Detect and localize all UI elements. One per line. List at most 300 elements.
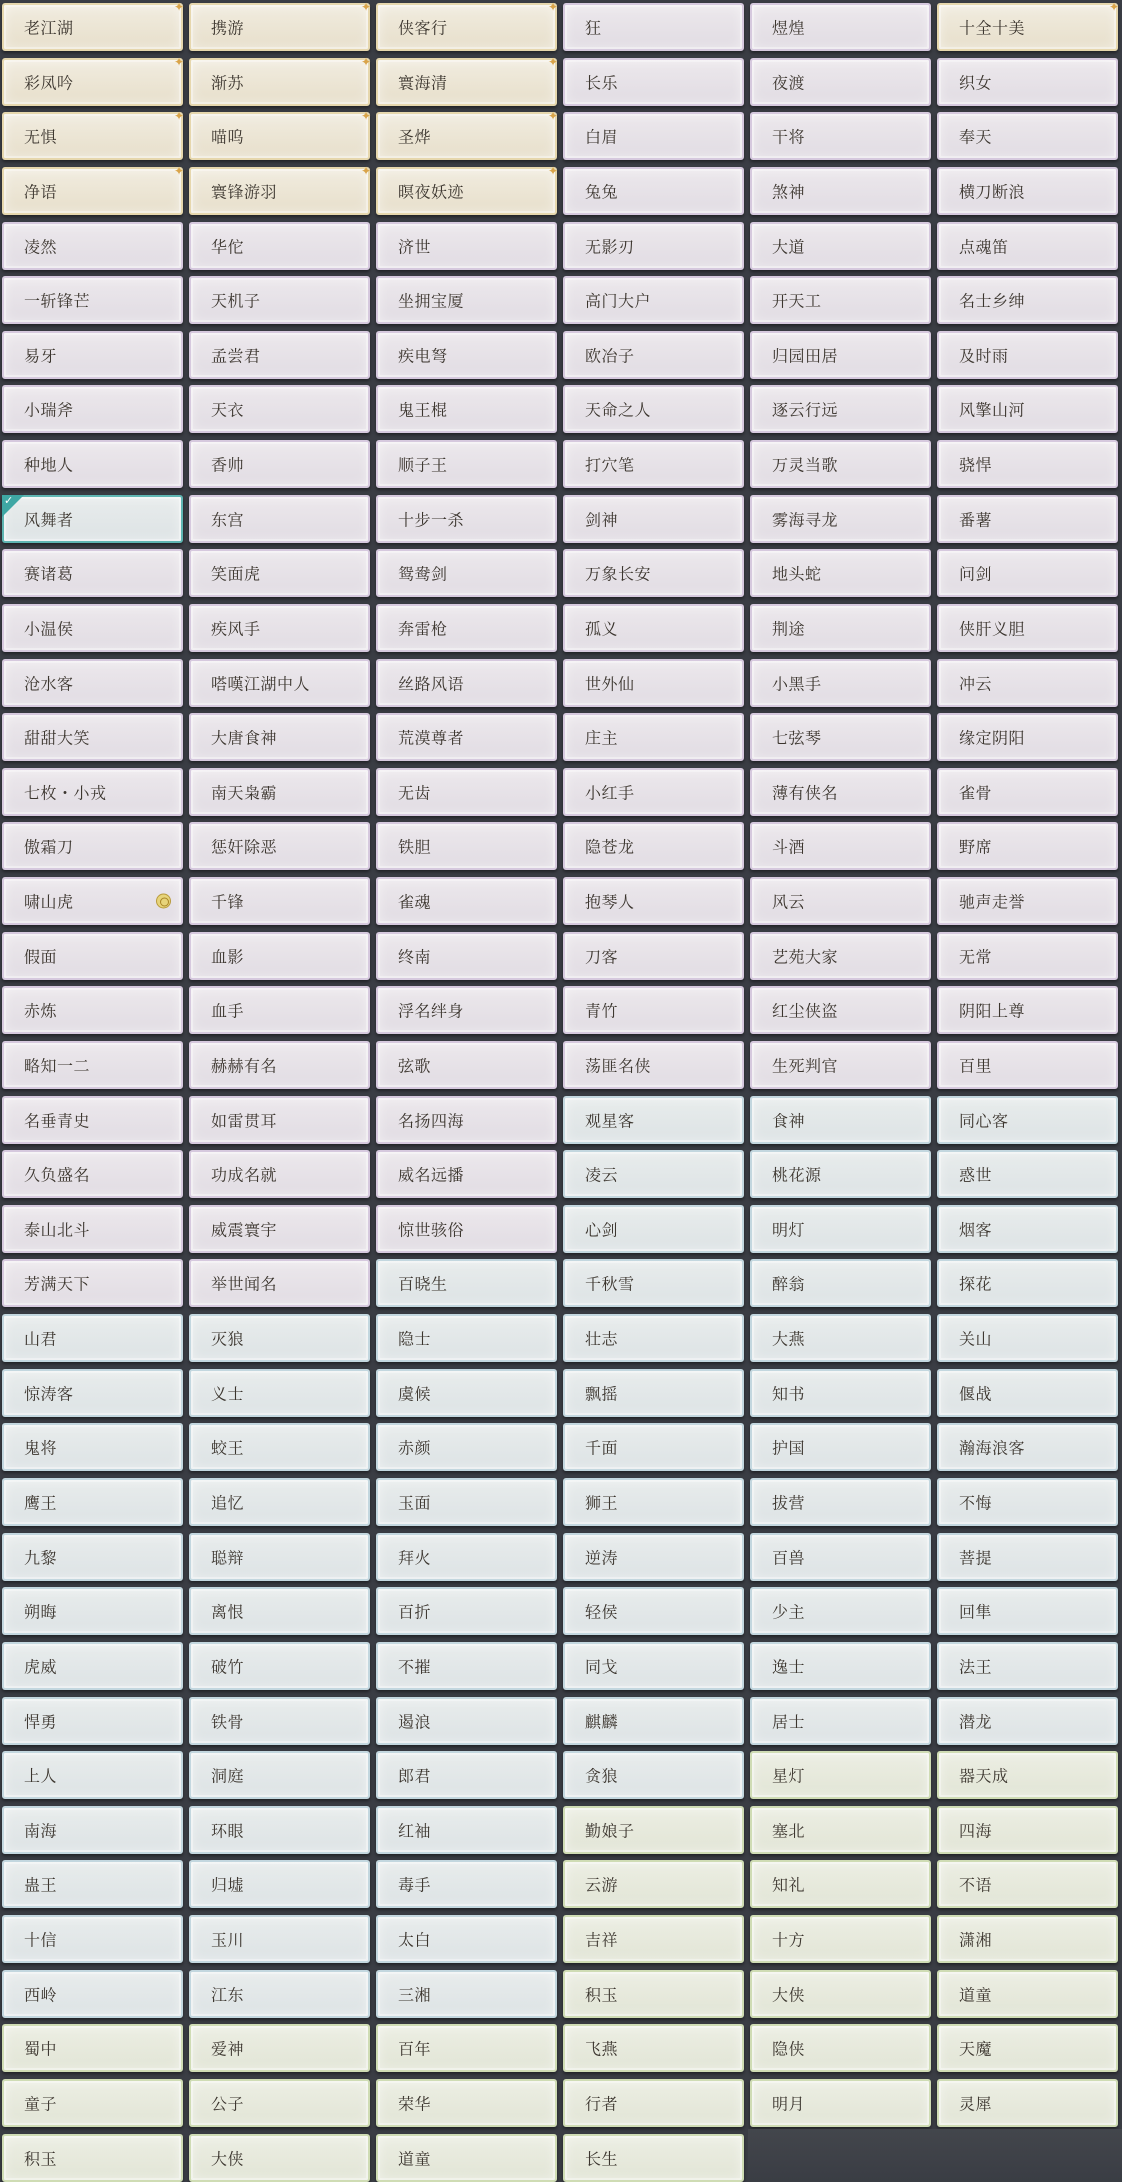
title-tile[interactable] [563, 713, 744, 761]
title-tile[interactable] [937, 1806, 1118, 1854]
title-label: 奔雷枪 [398, 619, 448, 639]
title-tile[interactable] [376, 495, 557, 543]
title-tile[interactable] [189, 713, 370, 761]
title-tile[interactable] [750, 1150, 931, 1198]
title-tile[interactable] [937, 1150, 1118, 1198]
title-tile[interactable] [376, 986, 557, 1034]
title-tile[interactable] [937, 1533, 1118, 1581]
title-label: 天命之人 [585, 400, 652, 420]
title-tile[interactable] [937, 1587, 1118, 1635]
title-tile[interactable] [189, 1478, 370, 1526]
title-label: 剑神 [585, 510, 619, 530]
title-tile[interactable] [2, 1369, 183, 1417]
title-tile[interactable] [937, 495, 1118, 543]
title-label: 鬼将 [24, 1438, 58, 1458]
title-tile[interactable] [563, 1314, 744, 1362]
title-tile[interactable] [750, 1587, 931, 1635]
title-tile[interactable] [376, 877, 557, 925]
title-tile[interactable] [376, 659, 557, 707]
title-tile[interactable] [937, 1697, 1118, 1745]
title-tile[interactable] [937, 659, 1118, 707]
title-tile[interactable] [189, 877, 370, 925]
title-tile[interactable] [750, 877, 931, 925]
title-tile[interactable] [2, 1259, 183, 1307]
title-label: 天机子 [211, 291, 261, 311]
title-tile[interactable] [2, 1806, 183, 1854]
title-tile[interactable] [937, 1478, 1118, 1526]
title-tile[interactable] [563, 986, 744, 1034]
title-tile[interactable] [937, 222, 1118, 270]
title-tile[interactable] [750, 495, 931, 543]
title-tile[interactable] [563, 1806, 744, 1854]
title-tile[interactable] [189, 440, 370, 488]
title-tile[interactable] [2, 768, 183, 816]
title-tile[interactable] [750, 112, 931, 160]
title-tile[interactable] [563, 1096, 744, 1144]
title-tile[interactable] [376, 1423, 557, 1471]
title-label: 鹰王 [24, 1493, 58, 1513]
title-tile[interactable] [189, 276, 370, 324]
title-tile[interactable] [2, 54, 184, 106]
title-tile[interactable] [750, 440, 931, 488]
title-label: 沧水客 [24, 674, 74, 694]
title-tile[interactable] [2, 1751, 183, 1799]
title-tile[interactable] [189, 495, 370, 543]
title-tile[interactable] [189, 986, 370, 1034]
title-label: 不悔 [959, 1493, 993, 1513]
title-tile[interactable] [937, 1259, 1118, 1307]
title-tile[interactable] [2, 1423, 183, 1471]
title-tile[interactable] [563, 112, 744, 160]
title-tile[interactable] [750, 385, 931, 433]
title-tile[interactable] [189, 932, 370, 980]
title-tile[interactable] [563, 1915, 744, 1963]
title-tile[interactable] [563, 1150, 744, 1198]
title-tile[interactable] [937, 385, 1118, 433]
title-tile[interactable] [2, 1205, 183, 1253]
title-tile[interactable] [189, 1150, 370, 1198]
title-tile[interactable] [189, 1369, 370, 1417]
title-tile[interactable] [189, 0, 371, 51]
title-tile[interactable] [563, 1642, 744, 1690]
title-tile[interactable] [189, 331, 370, 379]
title-tile[interactable] [563, 1041, 744, 1089]
title-tile[interactable] [750, 986, 931, 1034]
title-tile[interactable] [189, 659, 370, 707]
title-tile[interactable] [189, 109, 371, 160]
star-icon: ✦ [360, 109, 371, 124]
title-tile[interactable] [2, 440, 183, 488]
title-label: 圣烨 [398, 127, 432, 147]
title-tile[interactable] [563, 385, 744, 433]
title-tile[interactable] [376, 1642, 557, 1690]
title-tile[interactable] [2, 331, 183, 379]
title-tile[interactable] [189, 385, 370, 433]
title-tile[interactable] [937, 112, 1118, 160]
title-tile[interactable] [750, 1369, 931, 1417]
title-tile[interactable] [376, 1697, 557, 1745]
title-tile[interactable] [750, 713, 931, 761]
title-tile[interactable] [189, 2079, 370, 2127]
title-tile[interactable] [937, 1860, 1118, 1908]
title-tile[interactable] [376, 932, 557, 980]
title-tile[interactable] [2, 2134, 183, 2182]
title-tile[interactable] [750, 1970, 931, 2018]
title-tile[interactable] [750, 167, 931, 215]
title-tile[interactable] [189, 1423, 370, 1471]
title-tile[interactable] [2, 109, 184, 160]
title-tile[interactable] [750, 1205, 931, 1253]
title-tile[interactable] [376, 2134, 557, 2182]
title-tile[interactable] [2, 659, 183, 707]
title-tile[interactable] [2, 1642, 183, 1690]
title-label: 凌云 [585, 1165, 619, 1185]
title-tile[interactable] [563, 2134, 744, 2182]
title-tile[interactable] [750, 549, 931, 597]
title-tile[interactable] [563, 1751, 744, 1799]
title-label: 桃花源 [772, 1165, 822, 1185]
title-tile[interactable] [189, 1587, 370, 1635]
title-tile[interactable] [750, 1860, 931, 1908]
title-label: 烟客 [959, 1220, 993, 1240]
title-label: 天衣 [211, 400, 245, 420]
title-tile[interactable] [750, 659, 931, 707]
title-tile[interactable] [750, 331, 931, 379]
title-tile[interactable] [750, 1533, 931, 1581]
title-tile[interactable] [189, 2134, 370, 2182]
title-tile[interactable] [750, 1478, 931, 1526]
title-tile[interactable] [937, 167, 1118, 215]
title-tile[interactable] [376, 1314, 557, 1362]
title-tile[interactable] [563, 549, 744, 597]
title-tile[interactable] [376, 1478, 557, 1526]
title-tile[interactable] [189, 1041, 370, 1089]
title-label: 道童 [398, 2149, 432, 2169]
title-tile[interactable] [2, 1041, 183, 1089]
title-label: 长乐 [585, 73, 619, 93]
title-label: 风云 [772, 892, 806, 912]
title-label: 万灵当歌 [772, 455, 839, 475]
title-label: 惊涛客 [24, 1384, 74, 1404]
title-tile[interactable] [2, 0, 184, 51]
title-tile[interactable] [376, 385, 557, 433]
title-label: 回隼 [959, 1602, 993, 1622]
title-tile[interactable] [189, 1751, 370, 1799]
title-tile[interactable] [189, 1259, 370, 1307]
title-tile[interactable] [563, 167, 744, 215]
title-label: 十步一杀 [398, 510, 465, 530]
title-tile[interactable] [2, 932, 183, 980]
title-label: 名士乡绅 [959, 291, 1026, 311]
title-tile[interactable] [937, 1970, 1118, 2018]
title-tile[interactable] [2, 1697, 183, 1745]
title-tile[interactable] [937, 1096, 1118, 1144]
title-tile[interactable] [189, 604, 370, 652]
title-tile[interactable] [376, 1751, 557, 1799]
title-tile[interactable] [376, 768, 557, 816]
title-tile[interactable] [563, 1860, 744, 1908]
title-tile[interactable] [189, 1970, 370, 2018]
title-tile[interactable] [937, 932, 1118, 980]
title-label: 无惧 [24, 127, 58, 147]
title-tile[interactable] [2, 1533, 183, 1581]
title-tile[interactable] [750, 276, 931, 324]
title-tile[interactable] [2, 163, 184, 215]
title-tile[interactable] [563, 1423, 744, 1471]
title-tile[interactable] [376, 1369, 557, 1417]
title-tile[interactable] [189, 2024, 370, 2072]
title-tile[interactable] [376, 109, 558, 160]
title-tile[interactable] [2, 549, 183, 597]
title-tile[interactable] [376, 1806, 557, 1854]
title-tile[interactable] [937, 276, 1118, 324]
title-tile[interactable] [563, 276, 744, 324]
title-label: 白眉 [585, 127, 619, 147]
title-tile[interactable] [563, 768, 744, 816]
title-tile[interactable] [2, 1587, 183, 1635]
title-label: 潜龙 [959, 1712, 993, 1732]
title-tile[interactable] [189, 1533, 370, 1581]
title-tile[interactable] [937, 1751, 1118, 1799]
title-label: 江东 [211, 1985, 245, 2005]
title-tile[interactable] [563, 58, 744, 106]
title-tile[interactable] [376, 1259, 557, 1307]
title-tile[interactable] [376, 1041, 557, 1089]
title-label: 小红手 [585, 783, 635, 803]
title-tile[interactable] [750, 1806, 931, 1854]
title-tile[interactable] [2, 877, 183, 925]
title-tile[interactable] [2, 986, 183, 1034]
title-tile[interactable] [376, 1587, 557, 1635]
title-tile[interactable] [750, 58, 931, 106]
title-tile[interactable] [750, 2079, 931, 2127]
title-tile[interactable] [376, 604, 557, 652]
title-label: 生死判官 [772, 1056, 839, 1076]
title-label: 拜火 [398, 1548, 432, 1568]
title-tile[interactable] [189, 1096, 370, 1144]
title-tile[interactable] [189, 54, 371, 106]
title-tile[interactable] [376, 549, 557, 597]
title-label: 勤娘子 [585, 1821, 635, 1841]
title-label: 贪狼 [585, 1766, 619, 1786]
title-tile[interactable] [189, 549, 370, 597]
title-tile[interactable] [750, 1642, 931, 1690]
title-label: 疾电弩 [398, 346, 448, 366]
title-label: 惩奸除恶 [211, 837, 278, 857]
title-tile[interactable] [189, 1642, 370, 1690]
title-tile[interactable] [2, 1970, 183, 2018]
title-tile[interactable] [2, 1478, 183, 1526]
title-tile[interactable] [376, 2024, 557, 2072]
title-tile[interactable] [937, 604, 1118, 652]
title-label: 终南 [398, 947, 432, 967]
title-tile[interactable] [750, 1259, 931, 1307]
title-tile[interactable] [376, 1150, 557, 1198]
title-label: 风舞者 [24, 510, 74, 530]
title-tile[interactable] [2, 222, 183, 270]
title-tile[interactable] [563, 1369, 744, 1417]
title-label: 假面 [24, 947, 58, 967]
title-tile[interactable] [376, 1096, 557, 1144]
title-tile[interactable] [750, 1314, 931, 1362]
title-tile[interactable] [937, 1041, 1118, 1089]
title-tile[interactable] [376, 331, 557, 379]
title-tile[interactable] [2, 385, 183, 433]
title-label: 如雷贯耳 [211, 1111, 278, 1131]
title-label: 隐士 [398, 1329, 432, 1349]
title-tile[interactable] [376, 1970, 557, 2018]
title-tile[interactable] [750, 604, 931, 652]
title-tile[interactable] [563, 2079, 744, 2127]
title-tile[interactable] [750, 1697, 931, 1745]
title-tile[interactable] [563, 331, 744, 379]
title-tile[interactable] [376, 822, 557, 870]
title-tile[interactable] [750, 932, 931, 980]
title-tile[interactable] [750, 822, 931, 870]
title-tile[interactable] [376, 1205, 557, 1253]
title-label: 聪辩 [211, 1548, 245, 1568]
title-tile[interactable] [563, 3, 744, 51]
title-tile[interactable] [189, 768, 370, 816]
title-tile[interactable] [937, 986, 1118, 1034]
title-tile[interactable] [937, 1314, 1118, 1362]
title-tile[interactable] [2, 713, 183, 761]
title-tile[interactable] [750, 1423, 931, 1471]
title-tile[interactable] [937, 2079, 1118, 2127]
title-label: 雾海寻龙 [772, 510, 839, 530]
title-tile[interactable] [937, 331, 1118, 379]
title-tile[interactable] [750, 222, 931, 270]
title-tile[interactable] [2, 1860, 183, 1908]
title-tile[interactable] [189, 822, 370, 870]
title-tile[interactable] [376, 713, 557, 761]
title-tile[interactable] [750, 1096, 931, 1144]
title-tile[interactable] [750, 2024, 931, 2072]
title-tile[interactable] [376, 1533, 557, 1581]
title-tile[interactable] [2, 495, 183, 543]
star-icon: ✦ [173, 54, 184, 69]
title-label: 寰锋游羽 [211, 182, 278, 202]
title-tile[interactable] [563, 1533, 744, 1581]
title-tile[interactable] [2, 1150, 183, 1198]
title-tile[interactable] [2, 2024, 183, 2072]
title-label: 知礼 [772, 1875, 806, 1895]
title-tile[interactable] [563, 1205, 744, 1253]
title-tile[interactable] [2, 1096, 183, 1144]
title-tile[interactable] [189, 163, 371, 215]
title-tile[interactable] [563, 932, 744, 980]
title-tile[interactable] [563, 877, 744, 925]
title-tile[interactable] [937, 58, 1118, 106]
title-tile[interactable] [937, 1369, 1118, 1417]
title-tile[interactable] [2, 1314, 183, 1362]
title-tile[interactable] [937, 713, 1118, 761]
title-tile[interactable] [563, 1259, 744, 1307]
title-tile[interactable] [937, 1423, 1118, 1471]
title-label: 野席 [959, 837, 993, 857]
title-tile[interactable] [563, 659, 744, 707]
title-tile[interactable] [563, 604, 744, 652]
title-tile[interactable] [376, 0, 558, 51]
title-tile[interactable] [563, 2024, 744, 2072]
title-label: 荆途 [772, 619, 806, 639]
title-tile[interactable] [937, 768, 1118, 816]
title-tile[interactable] [937, 1642, 1118, 1690]
title-label: 世外仙 [585, 674, 635, 694]
title-tile[interactable] [563, 822, 744, 870]
title-tile[interactable] [563, 1697, 744, 1745]
title-tile[interactable] [937, 1915, 1118, 1963]
title-label: 无影刃 [585, 237, 635, 257]
title-tile[interactable] [937, 440, 1118, 488]
title-tile[interactable] [189, 1697, 370, 1745]
title-label: 不摧 [398, 1657, 432, 1677]
title-tile[interactable] [376, 54, 558, 106]
title-label: 破竹 [211, 1657, 245, 1677]
title-tile[interactable] [937, 2024, 1118, 2072]
title-tile[interactable] [750, 1041, 931, 1089]
title-label: 大燕 [772, 1329, 806, 1349]
title-tile[interactable] [937, 1205, 1118, 1253]
title-tile[interactable] [376, 1860, 557, 1908]
title-label: 血影 [211, 947, 245, 967]
title-tile[interactable] [2, 276, 183, 324]
title-label: 净语 [24, 182, 58, 202]
title-tile[interactable] [189, 1915, 370, 1963]
title-tile[interactable] [563, 1970, 744, 2018]
title-label: 逆涛 [585, 1548, 619, 1568]
title-tile[interactable] [750, 1751, 931, 1799]
title-tile[interactable] [189, 1314, 370, 1362]
title-tile[interactable] [376, 440, 557, 488]
title-tile[interactable] [376, 2079, 557, 2127]
title-tile[interactable] [2, 822, 183, 870]
title-tile[interactable] [937, 549, 1118, 597]
title-tile[interactable] [376, 276, 557, 324]
title-label: 甜甜大笑 [24, 728, 91, 748]
star-icon: ✦ [360, 54, 371, 69]
title-label: 番薯 [959, 510, 993, 530]
title-tile[interactable] [750, 1915, 931, 1963]
title-tile[interactable] [189, 222, 370, 270]
title-tile[interactable] [376, 1915, 557, 1963]
title-tile[interactable] [937, 822, 1118, 870]
title-tile[interactable] [189, 1806, 370, 1854]
title-tile[interactable] [189, 1860, 370, 1908]
title-label: 三湘 [398, 1985, 432, 2005]
title-label: 隐侠 [772, 2039, 806, 2059]
title-tile[interactable] [750, 3, 931, 51]
title-tile[interactable] [937, 0, 1119, 51]
title-tile[interactable] [376, 222, 557, 270]
title-tile[interactable] [563, 440, 744, 488]
title-label: 法王 [959, 1657, 993, 1677]
title-tile[interactable] [189, 1205, 370, 1253]
title-tile[interactable] [563, 1587, 744, 1635]
title-tile[interactable] [376, 163, 558, 215]
title-tile[interactable] [563, 1478, 744, 1526]
title-tile[interactable] [563, 495, 744, 543]
title-tile[interactable] [2, 2079, 183, 2127]
title-tile[interactable] [2, 604, 183, 652]
title-label: 狮王 [585, 1493, 619, 1513]
title-tile[interactable] [563, 222, 744, 270]
title-tile[interactable] [750, 768, 931, 816]
title-label: 小瑞斧 [24, 400, 74, 420]
title-tile[interactable] [937, 877, 1118, 925]
title-tile[interactable] [2, 1915, 183, 1963]
title-label: 喵呜 [211, 127, 245, 147]
